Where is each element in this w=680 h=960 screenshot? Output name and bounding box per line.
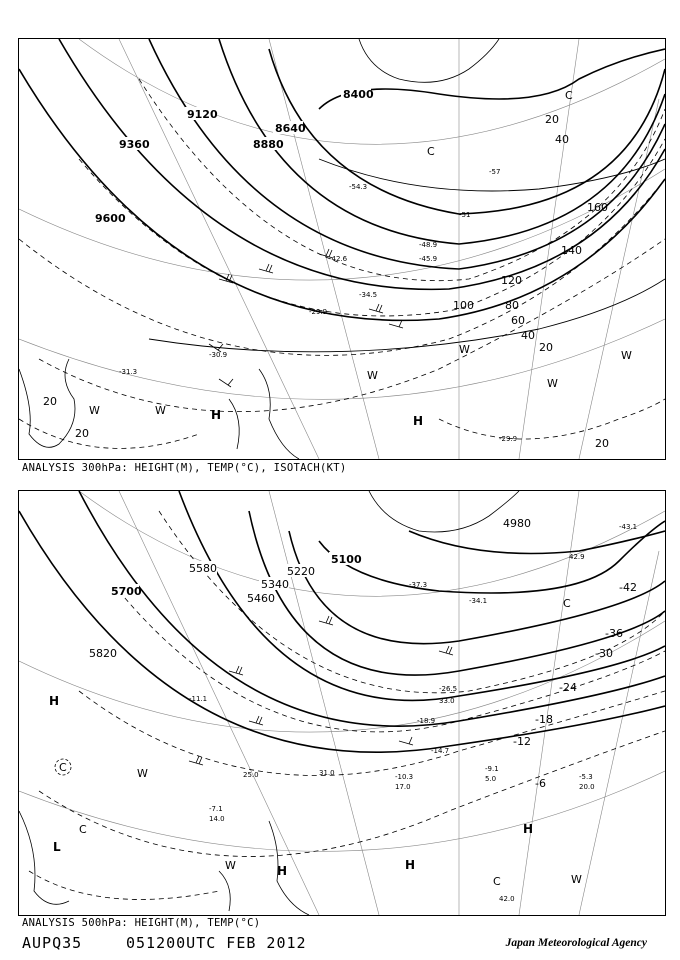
station-value: 42.9 [569, 553, 585, 561]
high-pressure-marker: H [523, 822, 534, 836]
isotach-label: 20 [595, 437, 609, 450]
isotach-label: 120 [501, 274, 522, 287]
isotherm-label: -30 [595, 647, 613, 660]
warm-marker: W [225, 859, 236, 872]
high-pressure-marker: H [405, 858, 416, 872]
valid-time: 051200UTC FEB 2012 [126, 934, 307, 952]
map-panel-500hpa [18, 490, 666, 916]
map-panel-300hpa [18, 38, 666, 460]
station-value: -10.3 [395, 773, 414, 781]
station-value: -5.3 [579, 773, 593, 781]
warm-marker: W [621, 349, 632, 362]
map-300hpa-canvas [19, 39, 665, 459]
isotach-label: 100 [453, 299, 474, 312]
isotherm-label: -6 [535, 777, 546, 790]
temp-value: -42.6 [329, 255, 348, 263]
station-value: 31.0 [319, 769, 335, 777]
temp-value: -30.9 [209, 351, 228, 359]
height-label: 8400 [343, 88, 374, 101]
station-value: -37.3 [409, 581, 428, 589]
isotherm-label: -36 [605, 627, 623, 640]
temp-value: -29.9 [309, 308, 328, 316]
height-label: 9360 [119, 138, 150, 151]
warm-cold-markers [89, 89, 632, 417]
height-label: 5100 [331, 553, 362, 566]
station-value: -7.1 [209, 805, 223, 813]
warm-marker: W [571, 873, 582, 886]
coastline [19, 39, 499, 459]
isotach-label: 40 [555, 133, 569, 146]
warm-cold-markers [59, 597, 582, 888]
station-value: -9.1 [485, 765, 499, 773]
station-value: 20.0 [579, 783, 595, 791]
temp-value: -48.9 [419, 241, 438, 249]
isotach-label: 40 [521, 329, 535, 342]
station-value: -11.1 [189, 695, 208, 703]
station-value: 5.0 [485, 775, 497, 783]
height-label: 5820 [89, 647, 117, 660]
isotherm-label: -12 [513, 735, 531, 748]
isotherm-label: -24 [559, 681, 577, 694]
warm-marker: W [89, 404, 100, 417]
height-label: 9600 [95, 212, 126, 225]
warm-marker: W [137, 767, 148, 780]
height-label: 8640 [275, 122, 306, 135]
station-value: 42.0 [499, 895, 515, 903]
station-value: -26.5 [439, 685, 458, 693]
isotach-label: 140 [561, 244, 582, 257]
warm-marker: W [155, 404, 166, 417]
station-value: 33.0 [439, 697, 455, 705]
cold-marker: C [59, 761, 67, 774]
high-pressure-marker: H [211, 408, 222, 422]
temp-value: -57 [489, 168, 501, 176]
isotach-label: 20 [43, 395, 57, 408]
isotherm-label: -42 [619, 581, 637, 594]
isotherm-labels [513, 581, 637, 790]
height-label: 5340 [261, 578, 289, 591]
temp-value: -51 [459, 211, 471, 219]
cold-marker: C [563, 597, 571, 610]
high-pressure-marker: H [277, 864, 288, 878]
temp-value: -45.9 [419, 255, 438, 263]
caption-500hpa: ANALYSIS 500hPa: HEIGHT(M), TEMP(°C) [22, 917, 261, 929]
warm-marker: W [367, 369, 378, 382]
cold-marker: C [493, 875, 501, 888]
temp-value: -34.5 [359, 291, 378, 299]
height-label: 5460 [247, 592, 275, 605]
isotach-label: 20 [539, 341, 553, 354]
station-value: -18.9 [417, 717, 436, 725]
isotach-label: 60 [511, 314, 525, 327]
isotach-label: 80 [505, 299, 519, 312]
high-pressure-marker: H [413, 414, 424, 428]
height-label: 5580 [189, 562, 217, 575]
warm-marker: W [547, 377, 558, 390]
station-value: 25.0 [243, 771, 259, 779]
high-pressure-marker: H [49, 694, 60, 708]
cold-marker: C [427, 145, 435, 158]
isotach-label: 20 [545, 113, 559, 126]
caption-300hpa: ANALYSIS 300hPa: HEIGHT(M), TEMP(°C), ISOTACH(KT) [22, 462, 347, 474]
isotherm-label: -18 [535, 713, 553, 726]
temp-value: -31.3 [119, 368, 138, 376]
pressure-systems [211, 408, 423, 428]
station-value: -43.1 [619, 523, 638, 531]
chart-id: AUPQ35 [22, 934, 83, 952]
wind-barbs [209, 249, 403, 387]
station-value: -34.1 [469, 597, 488, 605]
height-label: 5220 [287, 565, 315, 578]
height-contours [19, 39, 665, 320]
height-label: 4980 [503, 517, 531, 530]
cold-marker: C [565, 89, 573, 102]
height-label: 9120 [187, 108, 218, 121]
isotach-label: 160 [587, 201, 608, 214]
warm-marker: W [459, 343, 470, 356]
height-contours [19, 491, 665, 752]
map-500hpa-canvas [19, 491, 665, 915]
height-label: 5700 [111, 585, 142, 598]
height-label: 8880 [253, 138, 284, 151]
temp-value: -29.9 [499, 435, 518, 443]
temp-value: -54.3 [349, 183, 368, 191]
station-value: 17.0 [395, 783, 411, 791]
isotach-label: 20 [75, 427, 89, 440]
station-value: -14.7 [431, 747, 450, 755]
agency-name: Japan Meteorological Agency [505, 937, 647, 949]
cold-marker: C [79, 823, 87, 836]
isotherm-lines [29, 511, 665, 899]
low-pressure-marker: L [53, 840, 61, 854]
station-value: 14.0 [209, 815, 225, 823]
